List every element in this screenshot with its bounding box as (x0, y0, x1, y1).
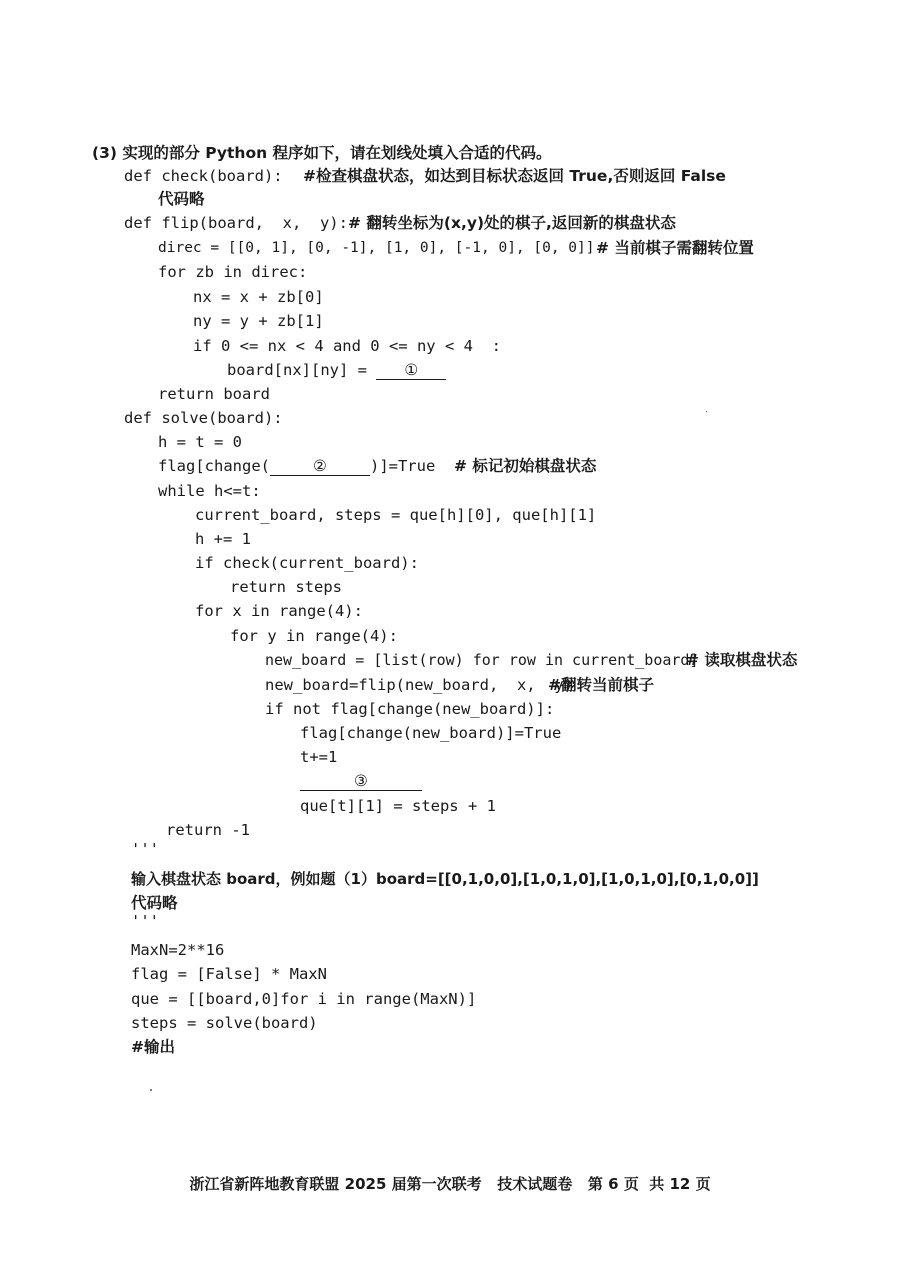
code-line: flag = [False] * MaxN (131, 965, 327, 983)
code-comment: # 翻转坐标为(x,y)处的棋子,返回新的棋盘状态 (348, 214, 676, 232)
code-line: 代码略 (158, 190, 205, 208)
code-line: current_board, steps = que[h][0], que[h][1] (195, 506, 597, 524)
code-line: for zb in direc: (158, 263, 308, 281)
code-line: for x in range(4): (195, 602, 363, 620)
code-line: h += 1 (195, 530, 251, 548)
code-line: )]=True (369, 457, 436, 475)
code-line: steps = solve(board) (131, 1014, 318, 1032)
answer-blank-2: ② (270, 457, 370, 476)
speck-mark (150, 1089, 152, 1091)
code-line: if not flag[change(new_board)]: (265, 700, 555, 718)
code-line: new_board=flip(new_board, x, y) (265, 676, 573, 694)
code-line: return board (158, 385, 270, 403)
code-comment: # 标记初始棋盘状态 (454, 457, 597, 475)
code-comment: # 当前棋子需翻转位置 (596, 239, 754, 257)
code-line: for y in range(4): (230, 627, 398, 645)
code-line: new_board = [list(row) for row in current_board] (265, 651, 699, 669)
question-heading: (3) 实现的部分 Python 程序如下，请在划线处填入合适的代码。 (92, 144, 552, 162)
code-line: def solve(board): (124, 409, 283, 427)
code-line: MaxN=2**16 (131, 941, 225, 959)
answer-blank-1: ① (376, 361, 446, 380)
code-line-blank-3 (300, 771, 422, 791)
code-line: board[nx][ny] = (227, 361, 377, 379)
code-line: ''' (131, 840, 159, 858)
speck-mark (706, 411, 707, 412)
code-line: def check(board): (124, 167, 283, 185)
code-comment: #检查棋盘状态，如达到目标状态返回 True,否则返回 False (303, 167, 726, 185)
code-line: if 0 <= nx < 4 and 0 <= ny < 4 : (193, 337, 501, 355)
code-line: while h<=t: (158, 482, 261, 500)
code-line: que[t][1] = steps + 1 (300, 797, 496, 815)
code-line: ''' (131, 912, 159, 930)
code-line: #输出 (131, 1038, 175, 1056)
code-line: 输入棋盘状态 board，例如题（1）board=[[0,1,0,0],[1,0,1,0],[1,0,1,0],[0,1,0,0]] (131, 870, 759, 888)
page-footer: 浙江省新阵地教育联盟 2025 届第一次联考 技术试题卷 第 6 页 共 12 页 (189, 1175, 711, 1193)
code-line: return steps (230, 578, 342, 596)
code-line: nx = x + zb[0] (193, 288, 324, 306)
code-line: def flip(board, x, y): (124, 214, 348, 232)
code-line: h = t = 0 (158, 433, 242, 451)
code-line: 代码略 (131, 894, 178, 912)
code-line: que = [[board,0]for i in range(MaxN)] (131, 990, 477, 1008)
code-line: t+=1 (300, 748, 338, 766)
code-line: flag[change( (158, 457, 270, 475)
code-line: return -1 (166, 821, 250, 839)
code-line: direc = [[0, 1], [0, -1], [1, 0], [-1, 0], [0, 0]] (158, 240, 595, 256)
code-line: flag[change(new_board)]=True (300, 724, 562, 742)
code-line-blank-1 (227, 360, 446, 380)
code-comment: #翻转当前棋子 (548, 676, 654, 694)
answer-blank-3: ③ (300, 772, 422, 791)
code-comment: # 读取棋盘状态 (686, 651, 798, 669)
code-line: if check(current_board): (195, 554, 419, 572)
code-line: ny = y + zb[1] (193, 312, 324, 330)
code-line-blank-2 (158, 456, 435, 476)
